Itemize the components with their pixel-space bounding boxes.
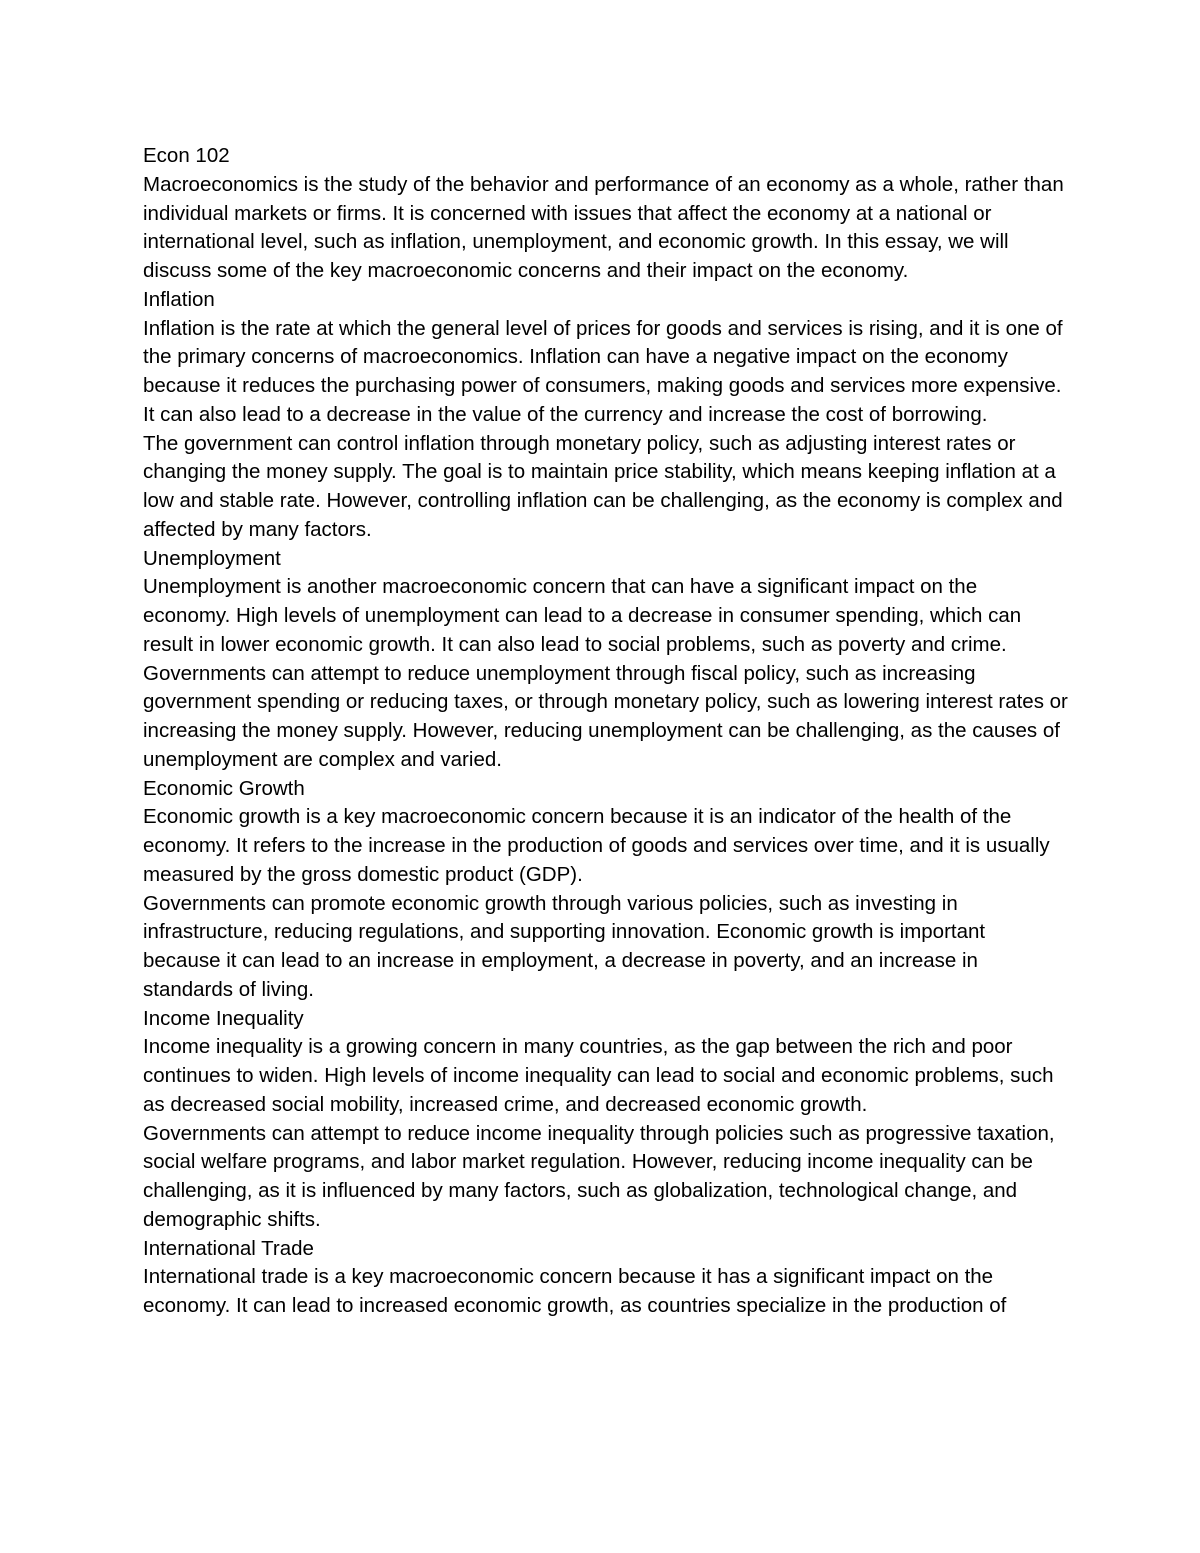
inflation-paragraph-1: Inflation is the rate at which the general level of prices for goods and services is rising, and it is one of the primary concerns of macroeconomics. Inflation can have a negative impact on the economy because it reduces the purchasing power of consumers, making goods and services more expensive. It can also lead to a decrease in the value of the currency and increase the cost of borrowing. [143, 316, 1063, 426]
income-inequality-paragraph-1: Income inequality is a growing concern in many countries, as the gap between the rich and poor continues to widen. High levels of income inequality can lead to social and economic problems, such as decreased social mobility, increased crime, and decreased economic growth. [143, 1035, 1054, 1116]
unemployment-paragraph: Unemployment is another macroeconomic concern that can have a significant impact on the economy. High levels of unemployment can lead to a decrease in consumer spending, which can result in lower economic growth. It can also lead to social problems, such as poverty and crime. Governments can attempt to reduce unemployment through fiscal policy, such as increasing government spending or reducing taxes, or through monetary policy, such as lowering interest rates or increasing the money supply. However, reducing unemployment can be challenging, as the causes of unemployment are complex and varied. [143, 575, 1068, 771]
intro-paragraph: Macroeconomics is the study of the behavior and performance of an economy as a whole, rather than individual markets or firms. It is concerned with issues that affect the economy at a national or international level, such as inflation, unemployment, and economic growth. In this essay, we will discuss some of the key macroeconomic concerns and their impact on the economy. [143, 172, 1064, 282]
section-heading-income-inequality: Income Inequality [143, 1006, 304, 1030]
document-body [143, 142, 1068, 1321]
document-title: Econ 102 [143, 144, 230, 167]
inflation-paragraph-2: The government can control inflation through monetary policy, such as adjusting interest rates or changing the money supply. The goal is to maintain price stability, which means keeping inflation at a low and stable rate. However, controlling inflation can be challenging, as the economy is complex and affected by many factors. [143, 431, 1063, 541]
economic-growth-paragraph-1: Economic growth is a key macroeconomic concern because it is an indicator of the health of the economy. It refers to the increase in the production of goods and services over time, and it is usually measured by the gross domestic product (GDP). [143, 805, 1050, 886]
section-heading-economic-growth: Economic Growth [143, 776, 305, 800]
income-inequality-paragraph-2: Governments can attempt to reduce income inequality through policies such as progressive taxation, social welfare programs, and labor market regulation. However, reducing income inequality can be challenging, as it is influenced by many factors, such as globalization, technological change, and demographic shifts. [143, 1121, 1055, 1231]
section-heading-international-trade: International Trade [143, 1236, 314, 1260]
economic-growth-paragraph-2: Governments can promote economic growth through various policies, such as investing in infrastructure, reducing regulations, and supporting innovation. Economic growth is important because it can lead to an increase in employment, a decrease in poverty, and an increase in standards of living. [143, 891, 986, 1001]
international-trade-paragraph: International trade is a key macroeconomic concern because it has a significant impact on the economy. It can lead to increased economic growth, as countries specialize in the production of [143, 1265, 1007, 1317]
section-heading-unemployment: Unemployment [143, 546, 281, 570]
section-heading-inflation: Inflation [143, 287, 215, 311]
